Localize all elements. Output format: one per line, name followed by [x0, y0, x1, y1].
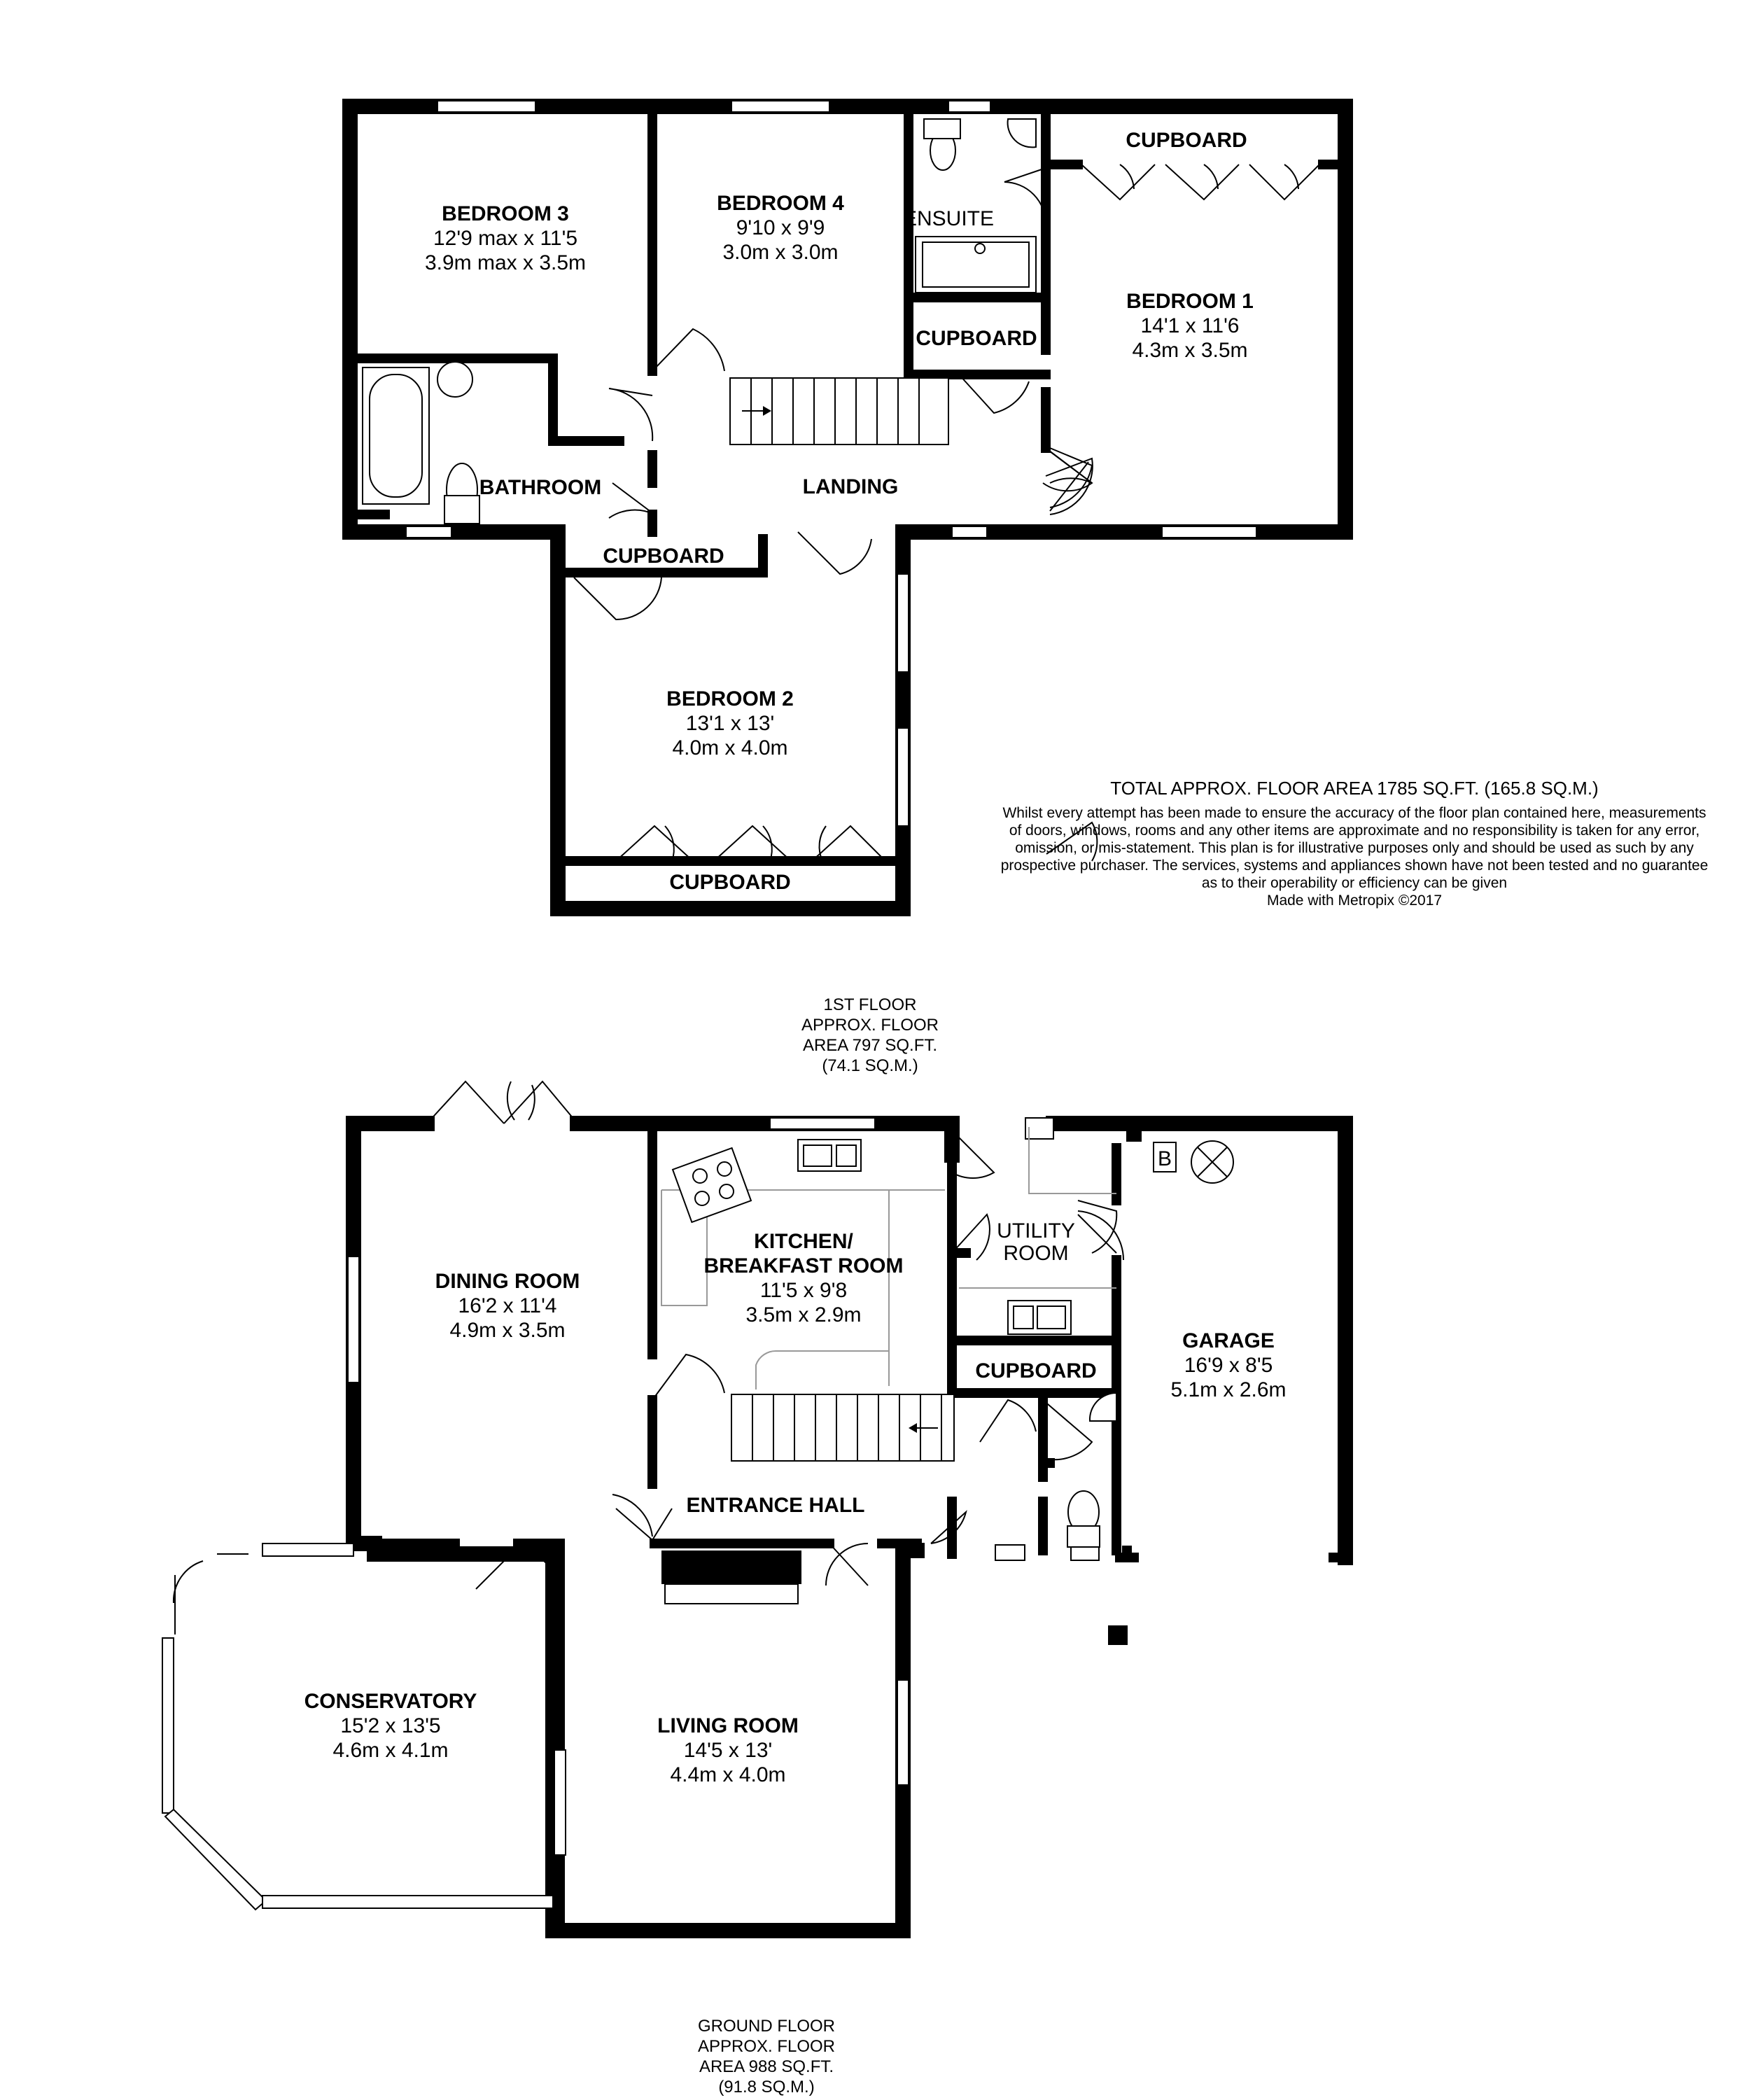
svg-text:LIVING ROOM: LIVING ROOM — [657, 1714, 799, 1737]
room-entrance-hall: ENTRANCE HALL — [686, 1494, 865, 1517]
svg-text:4.9m x 3.5m: 4.9m x 3.5m — [449, 1319, 566, 1342]
external-marker — [1108, 1625, 1128, 1645]
disclaimer-line-3: omission, or mis-statement. This plan is for illustrative purposes only and should be used as such by any — [1015, 840, 1694, 856]
disclaimer-line-6: Made with Metropix ©2017 — [1266, 892, 1443, 909]
svg-text:3.9m max x 3.5m: 3.9m max x 3.5m — [424, 251, 587, 274]
bathroom-fixtures — [363, 362, 479, 524]
room-bathroom: BATHROOM — [479, 476, 602, 499]
room-conservatory — [304, 1690, 477, 1762]
room-landing: LANDING — [802, 475, 899, 498]
room-garage — [1170, 1329, 1286, 1401]
svg-text:ROOM: ROOM — [1003, 1242, 1069, 1265]
disclaimer-line-5: as to their operability or efficiency can be given — [1201, 875, 1508, 891]
svg-text:(74.1 SQ.M.): (74.1 SQ.M.) — [822, 1056, 918, 1075]
room-cupboard-landing: CUPBOARD — [603, 545, 724, 568]
svg-text:11'5 x 9'8: 11'5 x 9'8 — [759, 1279, 848, 1302]
room-dining — [435, 1270, 580, 1342]
room-bedroom4 — [717, 192, 844, 264]
svg-text:4.4m x 4.0m: 4.4m x 4.0m — [670, 1763, 786, 1786]
wc-fixtures — [1067, 1393, 1116, 1547]
first-floor-stairs — [730, 378, 948, 444]
svg-text:APPROX. FLOOR: APPROX. FLOOR — [801, 1016, 939, 1035]
disclaimer-line-4: prospective purchaser. The services, systems and appliances shown have not been tested and no guarantee — [1000, 858, 1709, 874]
svg-text:9'10 x 9'9: 9'10 x 9'9 — [736, 216, 825, 239]
first-floor-label — [801, 995, 939, 1075]
room-cupboard-bedroom1: CUPBOARD — [1126, 129, 1247, 152]
room-cupboard-ground: CUPBOARD — [975, 1359, 1097, 1382]
total-floor-area: TOTAL APPROX. FLOOR AREA 1785 SQ.FT. (165.8 SQ.M.) — [1110, 778, 1599, 799]
svg-text:12'9 max x 11'5: 12'9 max x 11'5 — [433, 227, 578, 250]
room-cupboard-ensuite: CUPBOARD — [916, 327, 1037, 350]
svg-text:3.0m x 3.0m: 3.0m x 3.0m — [722, 241, 839, 264]
ensuite-fixtures — [916, 119, 1036, 293]
svg-text:4.6m x 4.1m: 4.6m x 4.1m — [332, 1739, 449, 1762]
svg-text:APPROX. FLOOR: APPROX. FLOOR — [697, 2037, 836, 2056]
ground-floor-outer-wall — [353, 1124, 427, 1544]
svg-text:BEDROOM 2: BEDROOM 2 — [666, 687, 794, 710]
svg-text:15'2 x 13'5: 15'2 x 13'5 — [340, 1714, 441, 1737]
svg-text:UTILITY: UTILITY — [997, 1219, 1075, 1242]
svg-text:GARAGE: GARAGE — [1182, 1329, 1275, 1352]
disclaimer-line-2: of doors, windows, rooms and any other items are approximate and no responsibility is taken for any error, — [1009, 822, 1700, 839]
svg-text:14'1 x 11'6: 14'1 x 11'6 — [1140, 314, 1240, 337]
svg-text:4.0m x 4.0m: 4.0m x 4.0m — [672, 736, 788, 760]
svg-text:GROUND FLOOR: GROUND FLOOR — [697, 2017, 836, 2036]
bedroom2-wardrobe-doors — [616, 826, 885, 861]
ground-floor-stairs — [731, 1394, 954, 1461]
svg-text:AREA 988 SQ.FT.: AREA 988 SQ.FT. — [699, 2057, 834, 2076]
bedroom1-wardrobe-doors — [1081, 164, 1319, 200]
room-bedroom3 — [425, 202, 586, 274]
ground-floor-label — [698, 2017, 835, 2096]
room-bedroom1 — [1126, 290, 1254, 362]
svg-text:BEDROOM 1: BEDROOM 1 — [1126, 290, 1254, 313]
svg-text:14'5 x 13': 14'5 x 13' — [683, 1739, 773, 1762]
ground-floor-plan — [162, 1082, 1345, 1931]
svg-text:(91.8 SQ.M.): (91.8 SQ.M.) — [718, 2078, 815, 2096]
svg-text:CONSERVATORY: CONSERVATORY — [304, 1690, 477, 1713]
disclaimer — [1001, 778, 1709, 909]
svg-text:3.5m x 2.9m: 3.5m x 2.9m — [745, 1303, 862, 1326]
svg-text:BEDROOM 3: BEDROOM 3 — [442, 202, 569, 225]
svg-text:16'2 x 11'4: 16'2 x 11'4 — [458, 1294, 557, 1317]
svg-text:BREAKFAST ROOM: BREAKFAST ROOM — [703, 1254, 904, 1278]
room-living — [657, 1714, 799, 1786]
room-cupboard-bedroom2: CUPBOARD — [669, 871, 791, 894]
svg-text:KITCHEN/: KITCHEN/ — [754, 1230, 853, 1253]
room-kitchen — [704, 1230, 904, 1326]
svg-text:5.1m x 2.6m: 5.1m x 2.6m — [1170, 1378, 1287, 1401]
svg-text:16'9 x 8'5: 16'9 x 8'5 — [1184, 1354, 1273, 1377]
room-bedroom2 — [666, 687, 794, 760]
room-utility — [997, 1219, 1075, 1265]
svg-text:DINING ROOM: DINING ROOM — [435, 1270, 580, 1293]
svg-text:BEDROOM 4: BEDROOM 4 — [717, 192, 844, 215]
disclaimer-line-1: Whilst every attempt has been made to ensure the accuracy of the floor plan contained here, measurements — [1002, 805, 1707, 821]
svg-text:4.3m x 3.5m: 4.3m x 3.5m — [1132, 339, 1248, 362]
svg-text:AREA 797 SQ.FT.: AREA 797 SQ.FT. — [802, 1036, 938, 1055]
boiler-label: B — [1157, 1147, 1172, 1170]
room-ensuite: ENSUITE — [902, 207, 995, 230]
svg-text:13'1 x 13': 13'1 x 13' — [685, 712, 775, 735]
fireplace — [661, 1550, 801, 1604]
svg-text:1ST FLOOR: 1ST FLOOR — [823, 995, 917, 1014]
